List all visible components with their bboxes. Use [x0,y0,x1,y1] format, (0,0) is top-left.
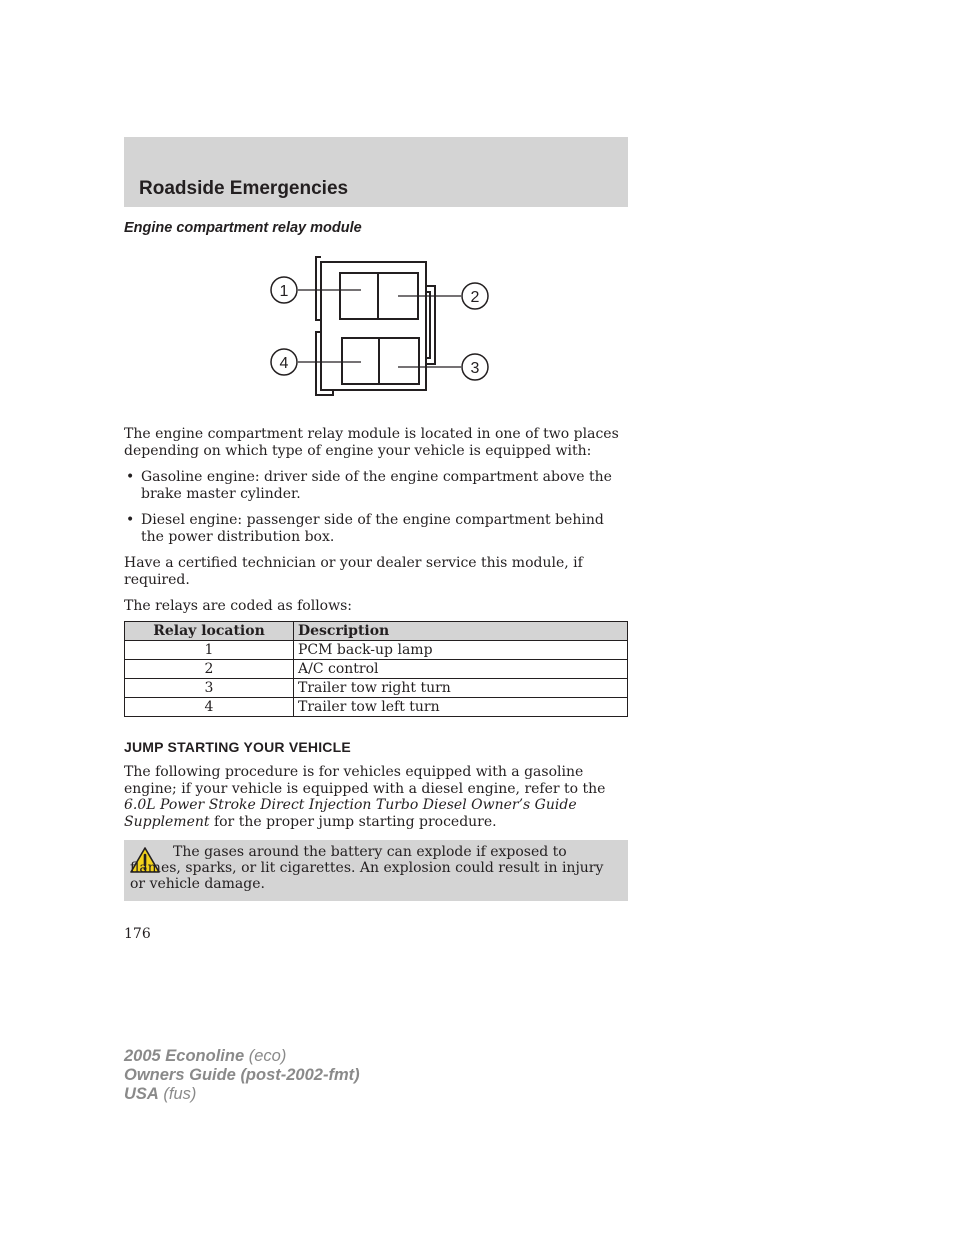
relay-code-table [124,621,628,717]
document-footer [124,1047,360,1104]
relay-module-subheading: Engine compartment relay module [124,220,362,236]
jump-start-heading: JUMP STARTING YOUR VEHICLE [124,739,351,755]
page-number: 176 [124,926,151,942]
bullet-text: Diesel engine: passenger side of the engine compartment behind the power distribution box. [141,512,604,545]
table-row [125,679,628,698]
jump-text-part2: for the proper jump starting procedure. [209,813,497,830]
footer-region: USA [124,1085,159,1103]
relay-lower [342,338,419,384]
footer-line-3 [124,1085,360,1104]
relay-module-diagram [260,252,500,402]
callout-1: 1 [279,283,289,300]
column-header-location: Relay location [125,622,294,641]
relay-description-cell: PCM back-up lamp [294,641,628,660]
warning-text: The gases around the battery can explode if exposed to flames, sparks, or lit cigarettes. An explosion could result in injury or vehicle damage. [130,844,604,892]
table-row [125,698,628,717]
intro-paragraph: The engine compartment relay module is located in one of two places depending on which type of engine your vehicle is equipped with: [124,426,619,459]
bullet-text: Gasoline engine: driver side of the engine compartment above the brake master cylinder. [141,469,612,502]
relay-description-cell: A/C control [294,660,628,679]
section-header-band [124,137,628,207]
codes-intro: The relays are coded as follows: [124,598,352,614]
supplement-title: 6.0L Power Stroke Direct Injection Turbo Diesel Owner’s Guide Supplement [124,797,577,830]
column-header-description: Description [294,622,628,641]
callout-4: 4 [279,355,289,372]
table-header-row [125,622,628,641]
table-row [125,641,628,660]
relay-description-cell: Trailer tow left turn [294,698,628,717]
warning-box [124,840,628,901]
footer-line-2 [124,1066,360,1085]
table-row [125,660,628,679]
section-title: Roadside Emergencies [139,178,349,199]
footer-region-code: (fus) [158,1085,197,1103]
bullet-icon: • [126,469,135,485]
relay-description-cell: Trailer tow right turn [294,679,628,698]
callout-3: 3 [470,360,480,377]
bullet-icon: • [126,512,135,528]
footer-line-1 [124,1047,360,1066]
left-bracket-lower [316,332,333,395]
relay-location-cell: 3 [125,679,294,698]
relay-location-cell: 4 [125,698,294,717]
jump-start-paragraph [124,764,628,830]
footer-model: 2005 Econoline [124,1047,245,1065]
callout-2: 2 [470,289,480,306]
relay-location-cell: 1 [125,641,294,660]
relay-housing [321,262,426,390]
footer-model-code: (eco) [244,1047,287,1065]
relay-location-cell: 2 [125,660,294,679]
service-note: Have a certified technician or your dealer service this module, if required. [124,555,583,588]
footer-guide-format: Owners Guide (post-2002-fmt) [124,1066,360,1084]
jump-text-part1: The following procedure is for vehicles equipped with a gasoline engine; if your vehicle is equipped with a diesel engine, refer to the [124,764,606,797]
